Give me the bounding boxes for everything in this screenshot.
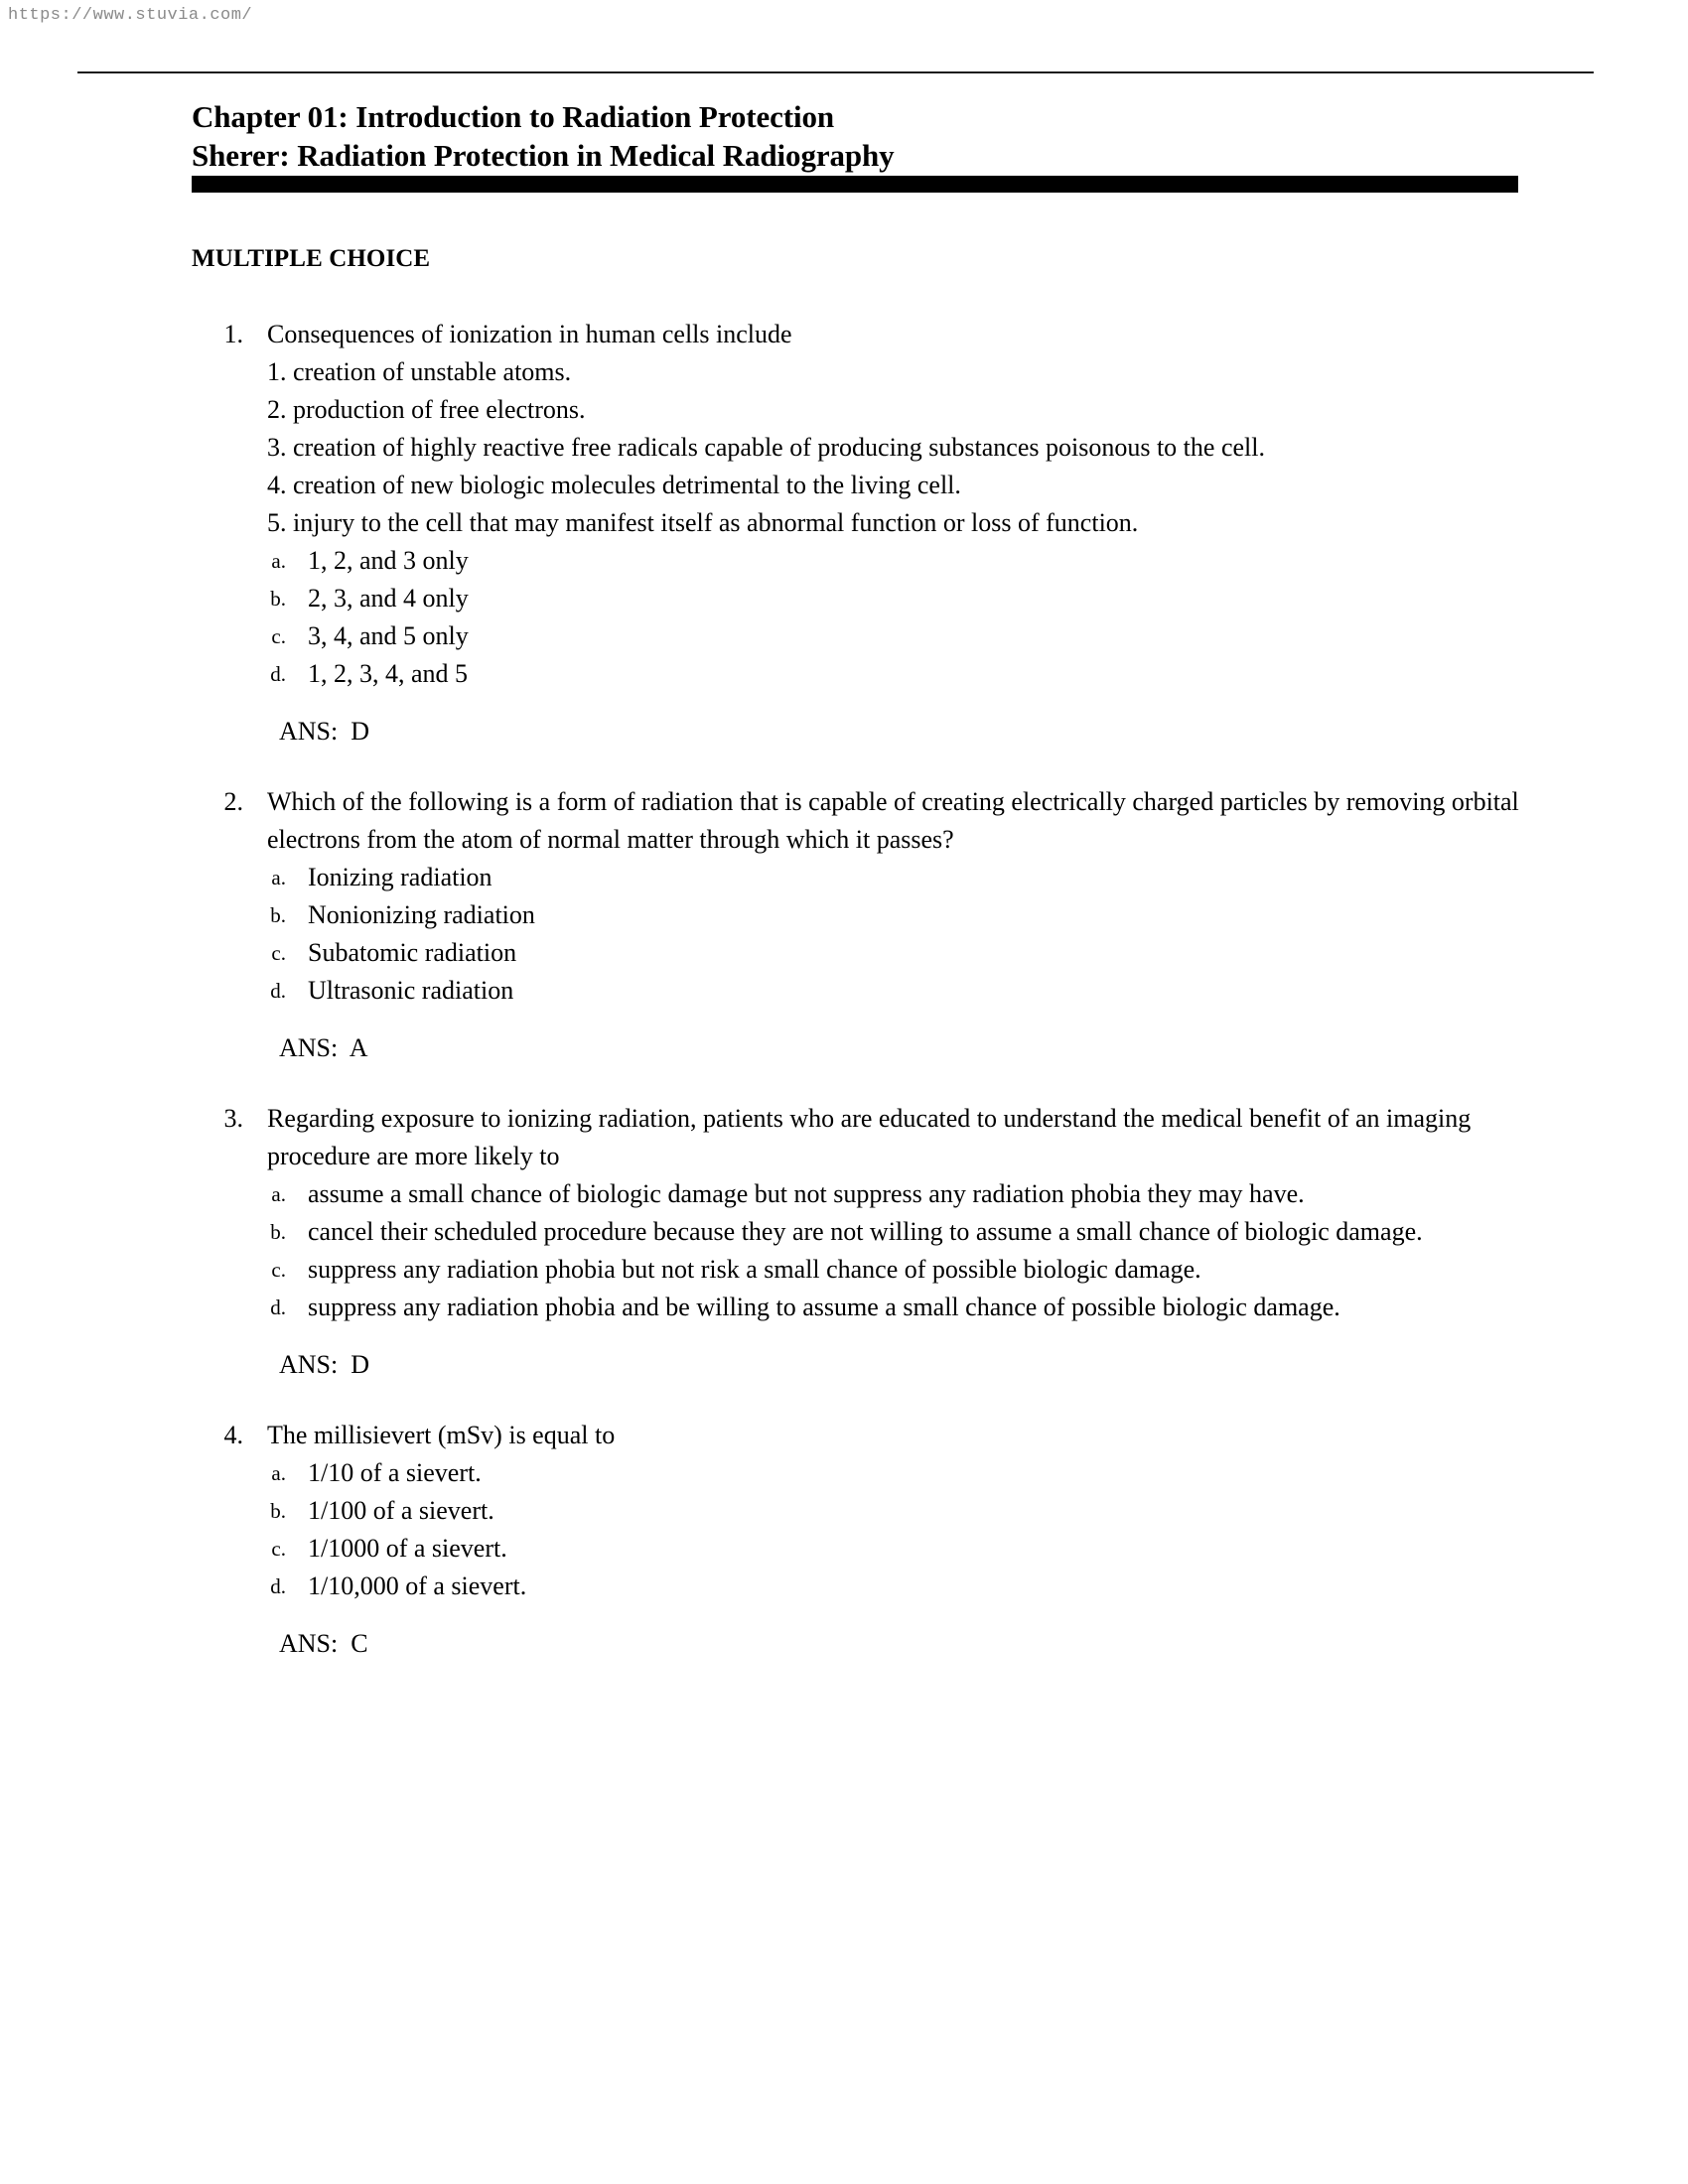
option-row[interactable]	[192, 896, 1542, 934]
option-row[interactable]	[192, 1251, 1542, 1289]
option-list	[192, 542, 1542, 693]
option-row[interactable]	[192, 542, 1542, 580]
statement-item: 5. injury to the cell that may manifest itself as abnormal function or loss of function.	[267, 508, 1139, 537]
spacer	[0, 1067, 1688, 1100]
statement-item: 2. production of free electrons.	[267, 395, 586, 424]
option-text: Subatomic radiation	[308, 938, 517, 967]
question-stem-row	[192, 1417, 1542, 1454]
statement-item: 1. creation of unstable atoms.	[267, 357, 572, 386]
spacer	[192, 1605, 1542, 1625]
question-block	[192, 1100, 1542, 1384]
option-letter: d.	[270, 1296, 286, 1319]
option-letter: b.	[270, 587, 286, 611]
option-letter: a.	[271, 1182, 286, 1206]
option-letter: c.	[271, 624, 286, 648]
question-number: 2.	[223, 787, 243, 816]
document-body	[0, 244, 1688, 1663]
option-text: 3, 4, and 5 only	[308, 621, 469, 650]
option-row[interactable]	[192, 1454, 1542, 1492]
spacer	[0, 1384, 1688, 1417]
option-text: suppress any radiation phobia and be willing to assume a small chance of possible biologic damage.	[308, 1293, 1340, 1321]
document-title	[192, 97, 1522, 175]
option-letter: a.	[271, 1461, 286, 1485]
question-stem-row	[192, 1100, 1542, 1175]
answer-line: ANS: D	[279, 717, 370, 746]
option-row[interactable]	[192, 655, 1542, 693]
option-list	[192, 1175, 1542, 1326]
question-block	[192, 1417, 1542, 1663]
option-letter: d.	[270, 979, 286, 1003]
question-stem-text: Consequences of ionization in human cells include	[267, 320, 792, 348]
option-text: Ionizing radiation	[308, 863, 492, 891]
option-letter: b.	[270, 1220, 286, 1244]
answer-line: ANS: D	[279, 1350, 370, 1379]
option-list	[192, 859, 1542, 1010]
option-text: 1/10 of a sievert.	[308, 1458, 482, 1487]
answer-line: ANS: C	[279, 1629, 368, 1658]
statement-item: 3. creation of highly reactive free radicals capable of producing substances poisonous to the cell.	[267, 433, 1265, 462]
option-letter: d.	[270, 1574, 286, 1598]
section-heading-multiple-choice: MULTIPLE CHOICE	[192, 245, 431, 272]
question-stem-row	[192, 316, 1542, 353]
option-text: assume a small chance of biologic damage but not suppress any radiation phobia they may have.	[308, 1179, 1305, 1208]
header-top-rule	[77, 71, 1594, 73]
question-block	[192, 316, 1542, 751]
option-letter: b.	[270, 1499, 286, 1523]
option-row[interactable]	[192, 972, 1542, 1010]
question-stem-row	[192, 783, 1542, 859]
answer-line: ANS: A	[279, 1033, 368, 1062]
option-row[interactable]	[192, 1530, 1542, 1568]
question-number: 1.	[223, 320, 243, 348]
option-text: 1, 2, and 3 only	[308, 546, 469, 575]
spacer	[192, 693, 1542, 713]
question-stem-text: Which of the following is a form of radiation that is capable of creating electrically charged particles by removing orbital electrons from the atom of normal matter through which it passes?	[267, 787, 1519, 854]
title-line-textbook: Sherer: Radiation Protection in Medical Radiography	[192, 138, 895, 173]
question-block	[192, 783, 1542, 1067]
question-list	[0, 316, 1688, 1663]
option-list	[192, 1454, 1542, 1605]
option-text: 1, 2, 3, 4, and 5	[308, 659, 469, 688]
option-letter: c.	[271, 1537, 286, 1561]
question-stem-text: Regarding exposure to ionizing radiation, patients who are educated to understand the medical benefit of an imaging procedure are more likely to	[267, 1104, 1472, 1170]
option-text: 1/1000 of a sievert.	[308, 1534, 507, 1563]
option-text: cancel their scheduled procedure because they are not willing to assume a small chance of biologic damage.	[308, 1217, 1423, 1246]
option-row[interactable]	[192, 1175, 1542, 1213]
option-row[interactable]	[192, 859, 1542, 896]
spacer	[192, 1010, 1542, 1029]
header-bottom-bar	[192, 176, 1518, 193]
statement-list	[192, 353, 1542, 542]
option-letter: c.	[271, 1258, 286, 1282]
option-row[interactable]	[192, 1568, 1542, 1605]
option-text: suppress any radiation phobia but not risk a small chance of possible biologic damage.	[308, 1255, 1201, 1284]
option-row[interactable]	[192, 1492, 1542, 1530]
title-line-chapter: Chapter 01: Introduction to Radiation Protection	[192, 99, 835, 134]
option-row[interactable]	[192, 934, 1542, 972]
option-text: 1/10,000 of a sievert.	[308, 1571, 527, 1600]
question-number: 3.	[223, 1104, 243, 1133]
option-letter: a.	[271, 866, 286, 889]
source-url-watermark: https://www.stuvia.com/	[8, 6, 253, 25]
option-letter: d.	[270, 662, 286, 686]
spacer	[192, 1326, 1542, 1346]
question-number: 4.	[223, 1421, 243, 1449]
option-text: Ultrasonic radiation	[308, 976, 514, 1005]
spacer	[0, 751, 1688, 783]
option-text: 2, 3, and 4 only	[308, 584, 469, 613]
option-text: 1/100 of a sievert.	[308, 1496, 494, 1525]
option-row[interactable]	[192, 580, 1542, 617]
question-stem-text: The millisievert (mSv) is equal to	[267, 1421, 616, 1449]
option-letter: b.	[270, 903, 286, 927]
option-letter: c.	[271, 941, 286, 965]
option-row[interactable]	[192, 617, 1542, 655]
spacer	[0, 274, 1688, 316]
option-text: Nonionizing radiation	[308, 900, 535, 929]
option-letter: a.	[271, 549, 286, 573]
statement-item: 4. creation of new biologic molecules detrimental to the living cell.	[267, 471, 961, 499]
option-row[interactable]	[192, 1213, 1542, 1251]
option-row[interactable]	[192, 1289, 1542, 1326]
